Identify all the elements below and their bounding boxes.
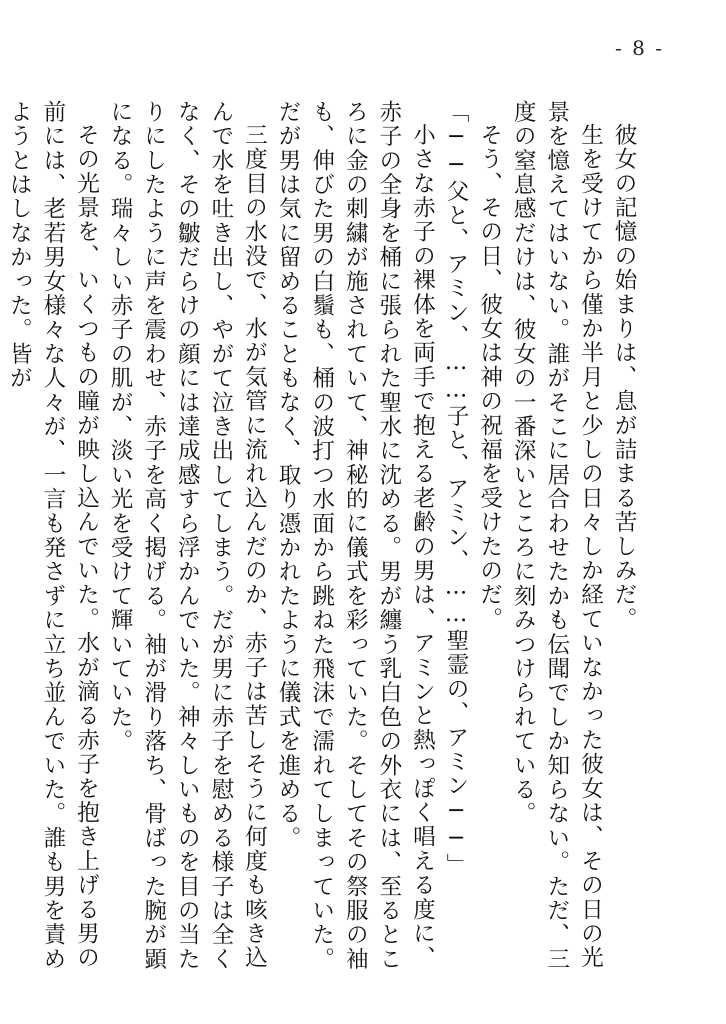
- paragraph-2: 生を受けてから僅か半月と少しの日々しか経ていなかった彼女は、その日の光景を憶えてはいない。誰がそこに居合わせたかも伝聞でしか知らない。ただ、三度の窒息感だけは、彼女の一番深いところに刻みつけられている。: [510, 100, 604, 972]
- paragraph-6: その光景を、いくつもの瞳が映し込んでいた。水が滴る赤子を抱き上げる男の前には、老若男女様々な人々が、一言も発さずに立ち並んでいた。誰も男を責めようとはしなかった。皆が: [6, 100, 100, 972]
- page-number: - 8 -: [615, 36, 664, 60]
- vertical-text-body: [6, 100, 640, 980]
- paragraph-5: 三度目の水没で、水が気管に流れ込んだのか、赤子は苦しそうに何度も咳き込んで水を吐き出し、やがて泣き出してしまう。だが男に赤子を慰める様子は全くなく、その皺だらけの顔には達成感すら浮かんでいた。神々しいものを目の当たりにしたように声を震わせ、赤子を高く掲げる。袖が滑り落ち、骨ばった腕が顕になる。瑞々しい赤子の肌が、淡い光を受けて輝いていた。: [107, 100, 268, 972]
- paragraph-1: 彼女の記憶の始まりは、息が詰まる苦しみだ。: [611, 122, 637, 631]
- paragraph-3: そう、その日、彼女は神の祝福を受けたのだ。: [476, 122, 503, 631]
- dialogue-line: 「──父と、アミン、……子と、アミン、……聖霊の、アミン──」: [443, 100, 470, 878]
- paragraph-4: 小さな赤子の裸体を両手で抱える老齢の男は、アミンと熱っぽく唱える度に、赤子の全身を桶に張られた聖水に沈める。男が纏う乳白色の外衣には、至るところに金の刺繍が施されていて、神秘的に儀式を彩っていた。そしてその祭服の袖も、伸びた男の白鬚も、桶の波打つ水面から跳ねた飛沫で濡れてしまっていた。だが男は気に留めることもなく、取り憑かれたように儀式を進める。: [275, 100, 436, 972]
